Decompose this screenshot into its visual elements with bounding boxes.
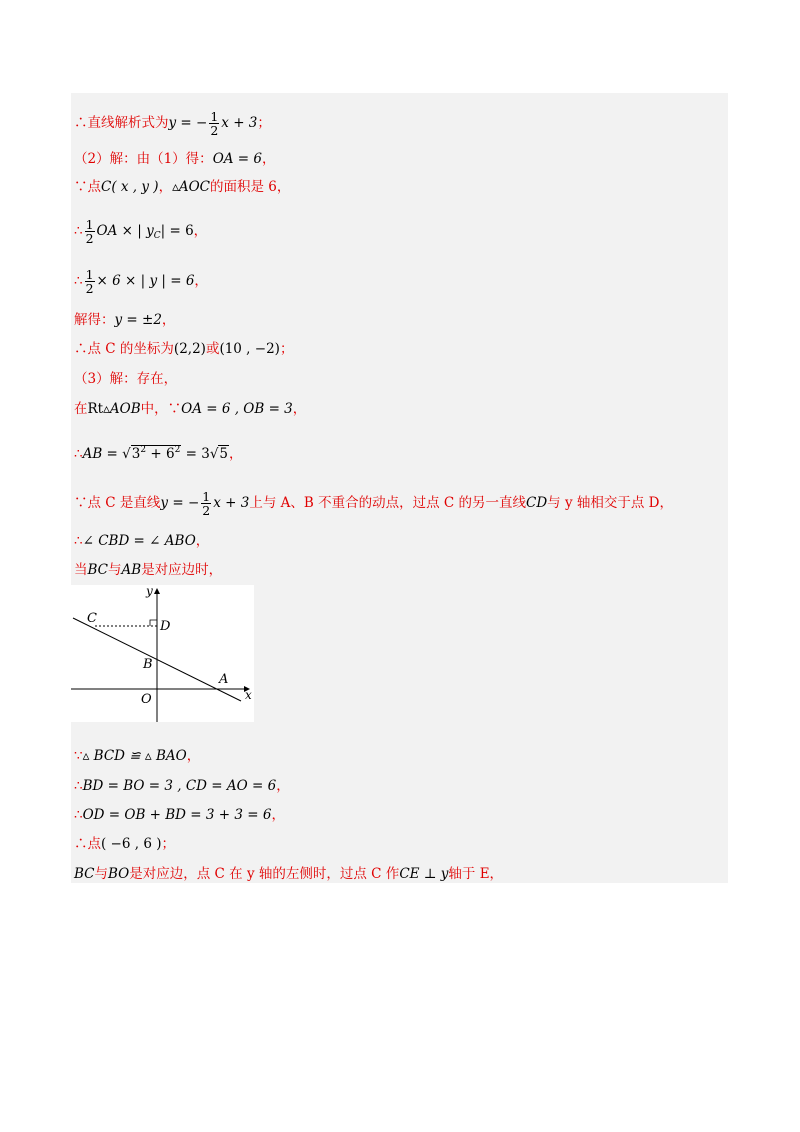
math: x + 3: [221, 115, 258, 131]
text: 中，: [140, 401, 168, 417]
therefore-symbol: ∴: [74, 115, 88, 131]
line-18: [74, 865, 503, 883]
therefore-symbol: ∴: [74, 223, 83, 239]
therefore-symbol: ∴: [74, 836, 88, 852]
fraction: [209, 110, 219, 137]
triangle-symbol: ▵: [103, 401, 110, 417]
because-symbol: ∵: [74, 179, 88, 195]
text: 是对应边时，: [141, 562, 223, 578]
text: 点: [87, 836, 101, 852]
text: 当: [74, 562, 88, 578]
superscript: 2: [140, 445, 147, 455]
therefore-symbol: ∴: [74, 533, 83, 549]
subscript: C: [153, 231, 161, 241]
line-8: [74, 370, 177, 388]
because-symbol: ∵: [74, 748, 83, 764]
therefore-symbol: ∴: [74, 341, 88, 357]
text: 或: [205, 341, 220, 357]
math: OA = 6: [212, 151, 262, 167]
coordinate-diagram: [71, 585, 254, 722]
punct: ，: [276, 778, 290, 794]
punct: ，: [195, 533, 210, 549]
numerator: 1: [202, 489, 211, 504]
label-x: x: [245, 688, 252, 702]
text: 的面积是 6，: [210, 179, 291, 195]
label-c: C: [87, 611, 97, 626]
text: 解得：: [74, 312, 115, 328]
math: AB: [121, 562, 142, 578]
math: y = ±2: [114, 312, 162, 328]
line-5: [74, 268, 208, 295]
because-symbol: ∵: [167, 401, 182, 417]
numerator: 1: [210, 109, 219, 124]
fraction: [85, 218, 95, 245]
punct: ，: [193, 223, 208, 239]
line-15: [74, 777, 290, 795]
numerator: 1: [85, 267, 94, 282]
punct: ，: [262, 151, 276, 167]
numerator: 1: [85, 217, 94, 232]
line-2: [74, 150, 276, 168]
punct: ，: [161, 312, 176, 328]
therefore-symbol: ∴: [74, 446, 83, 462]
text: 与 y 轴相交于点 D，: [547, 495, 673, 511]
radical-sign: √: [122, 446, 131, 462]
math: OA = 6 , OB = 3: [181, 401, 293, 417]
math: 3: [131, 446, 141, 462]
math: ( x , y ): [111, 179, 159, 195]
math: ( −6 , 6 ): [101, 836, 162, 852]
line-13: [74, 561, 222, 579]
text: 上与 A、B 不重合的动点，过点 C 的另一直线: [249, 495, 526, 511]
label-b: B: [143, 657, 153, 672]
label-d: D: [160, 619, 171, 634]
math: = 3: [181, 446, 210, 462]
line-10: [74, 441, 243, 463]
text: 点 C 的坐标为: [87, 341, 174, 357]
math: | = 6: [160, 223, 194, 239]
text: 是对应边，点 C 在 y 轴的左侧时，过点 C 作: [129, 866, 400, 882]
denominator: 2: [210, 123, 219, 138]
denominator: 2: [202, 503, 211, 518]
line-1: [74, 110, 271, 137]
label-o: O: [141, 692, 152, 707]
because-symbol: ∵: [74, 495, 88, 511]
text: 点: [87, 179, 101, 195]
right-angle-mark: [150, 620, 157, 626]
text: （3）解：存在，: [74, 371, 178, 387]
math: ▵ BCD ≌ ▵ BAO: [82, 748, 187, 764]
math: × 6 × | y | = 6: [96, 273, 195, 289]
math: CD: [526, 495, 548, 511]
text: 点 C 是直线: [87, 495, 161, 511]
line-7: [74, 340, 293, 358]
denominator: 2: [85, 231, 94, 246]
text: 轴于 E，: [448, 866, 504, 882]
radicand: [131, 445, 182, 462]
line-4: [74, 218, 207, 245]
math: (10 , −2): [219, 341, 280, 357]
line-9: [74, 400, 306, 418]
geometry-figure: [71, 585, 254, 722]
fraction: [85, 268, 95, 295]
punct: ；: [279, 341, 294, 357]
math: y = −: [168, 115, 208, 131]
punct: ，: [186, 748, 201, 764]
therefore-symbol: ∴: [74, 807, 83, 823]
therefore-symbol: ∴: [74, 778, 83, 794]
denominator: 2: [85, 281, 94, 296]
math: BC: [87, 562, 109, 578]
label-y: y: [146, 585, 153, 598]
text: 与: [94, 866, 109, 882]
radical-sign: √: [209, 446, 219, 462]
label-a: A: [219, 672, 229, 687]
math: OA × | y: [96, 223, 154, 239]
punct: ，: [194, 273, 208, 289]
line-3: [74, 178, 290, 196]
math: AOC: [178, 179, 211, 195]
math: C: [101, 179, 112, 195]
math: x + 3: [213, 495, 250, 511]
punct: ，: [229, 446, 243, 462]
math: BO: [108, 866, 130, 882]
math: (2,2): [173, 341, 206, 357]
text: 与: [108, 562, 122, 578]
text: 直线解析式为: [87, 115, 169, 131]
radicand: 5: [219, 446, 229, 462]
punct: ，: [292, 401, 307, 417]
text: 在: [74, 401, 88, 417]
line-6: [74, 311, 175, 329]
superscript: 2: [174, 445, 181, 455]
therefore-symbol: ∴: [74, 273, 83, 289]
math: AOB: [109, 401, 141, 417]
fraction: [201, 490, 211, 517]
line-12: [74, 532, 209, 550]
math: ∠ CBD = ∠ ABO: [82, 533, 196, 549]
math: Rt: [87, 401, 104, 417]
text: ，: [158, 179, 173, 195]
triangle-symbol: ▵: [172, 179, 179, 195]
line-14: [74, 747, 200, 765]
text: （2）解：由（1）得：: [74, 151, 213, 167]
math: BC: [74, 866, 95, 882]
punct: ；: [161, 836, 175, 852]
math: + 6: [146, 446, 175, 462]
math: BD = BO = 3 , CD = AO = 6: [82, 778, 277, 794]
line-17: [74, 835, 175, 853]
punct: ，: [271, 807, 285, 823]
math: y = −: [160, 495, 200, 511]
math: OD = OB + BD = 3 + 3 = 6: [82, 807, 272, 823]
line-16: [74, 806, 285, 824]
line-11: [74, 490, 673, 517]
math: CE ⊥ y: [399, 866, 449, 882]
punct: ；: [257, 115, 271, 131]
math: AB =: [82, 446, 123, 462]
